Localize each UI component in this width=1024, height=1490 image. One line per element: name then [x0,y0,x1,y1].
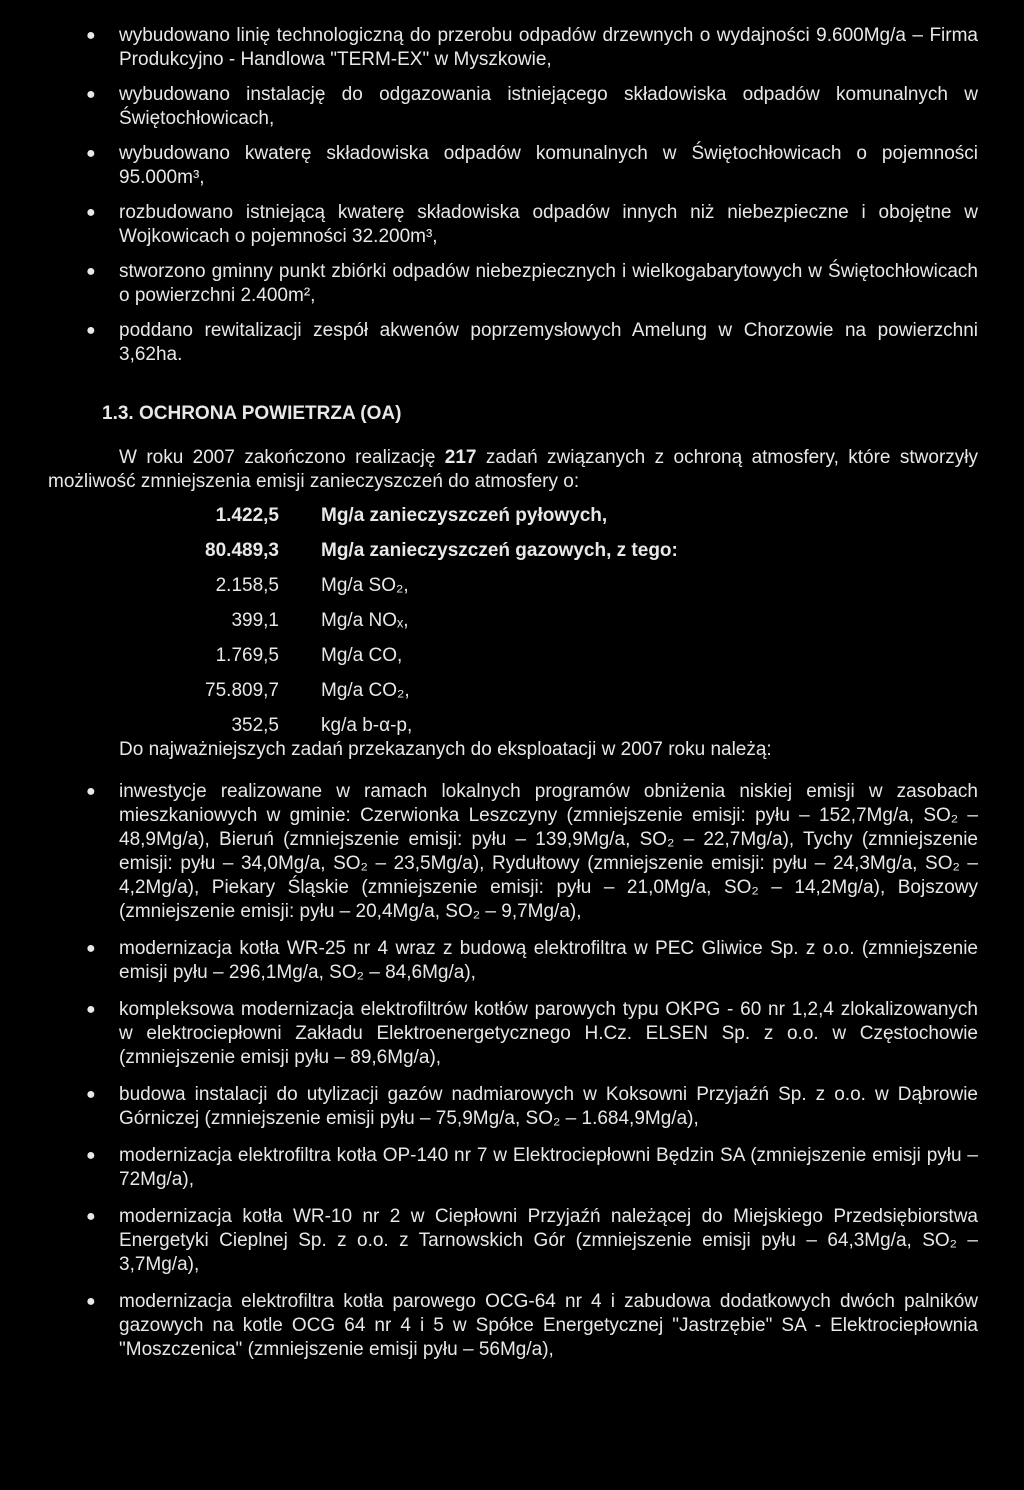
bullet-icon: ● [86,783,96,800]
list-item-text: stworzono gminny punkt zbiórki odpadów niebezpiecznych i wielkogabarytowych w Świętochłowicach o powierzchni 2.400m², [119,261,978,306]
bullet-icon: ● [86,1293,96,1310]
emission-row [0,504,1024,539]
bullet-icon: ● [86,145,96,162]
list-item [0,937,1024,985]
list-item-text: modernizacja elektrofiltra kotła OP-140 nr 7 w Elektrociepłowni Będzin SA (zmniejszenie emisji pyłu – 72Mg/a), [119,1145,978,1190]
list-item [0,142,1024,190]
emission-unit: Mg/a CO, [321,645,403,666]
emission-unit: Mg/a SO₂, [321,575,409,596]
list-item-text: wybudowano instalację do odgazowania istniejącego składowiska odpadów komunalnych w Świętochłowicach, [119,84,978,129]
list-item-text: kompleksowa modernizacja elektrofiltrów kotłów parowych typu OKPG - 60 nr 1,2,4 zlokalizowanych w elektrociepłowni Zakładu Elektroenergetycznego H.Cz. ELSEN Sp. z o.o. w Częstochowie (zmniejszenie emisji pyłu – 89,6Mg/a), [119,999,978,1068]
list-item [0,201,1024,249]
emissions-table [0,504,1024,749]
list-item [0,1290,1024,1362]
emission-row [0,644,1024,679]
bullet-icon: ● [86,86,96,103]
list-item-text: modernizacja elektrofiltra kotła parowego OCG-64 nr 4 i zabudowa dodatkowych dwóch palników gazowych na kotle OCG 64 nr 4 i 5 w Spółce Energetycznej "Jastrzębie" SA - Elektrociepłownia "Moszczenica" (zmniejszenie emisji pyłu – 56Mg/a), [119,1291,978,1360]
task-count: 217 [444,447,477,468]
emission-value: 399,1 [231,610,279,631]
tasks-intro: Do najważniejszych zadań przekazanych do eksploatacji w 2007 roku należą: [119,739,772,760]
bullet-icon: ● [86,1208,96,1225]
intro-paragraph [48,446,978,494]
bullet-icon: ● [86,322,96,339]
bullet-icon: ● [86,263,96,280]
emission-unit: kg/a b-α-p, [321,715,413,736]
list-item-text: poddano rewitalizacji zespół akwenów poprzemysłowych Amelung w Chorzowie na powierzchni 3,62ha. [119,320,978,365]
emission-unit: Mg/a zanieczyszczeń gazowych, z tego: [321,540,678,561]
list-item [0,1083,1024,1131]
emission-value: 1.422,5 [215,505,279,526]
list-item-text: wybudowano linię technologiczną do przerobu odpadów drzewnych o wydajności 9.600Mg/a – Firma Produkcyjno - Handlowa "TERM-EX" w Myszkowie, [119,25,978,70]
bullet-icon: ● [86,1086,96,1103]
emission-row [0,574,1024,609]
list-item [0,24,1024,72]
list-item-text: wybudowano kwaterę składowiska odpadów komunalnych w Świętochłowicach o pojemności 95.000m³, [119,143,978,188]
emission-value: 1.769,5 [215,645,279,666]
bullet-icon: ● [86,1001,96,1018]
list-item [0,83,1024,131]
list-item-text: inwestycje realizowane w ramach lokalnych programów obniżenia niskiej emisji w zasobach mieszkaniowych w gminie: Czerwionka Leszczyny (zmniejszenie emisji: pyłu – 152,7Mg/a, SO₂ – 48,9Mg/a), Bieruń (zmniejszenie emisji: pyłu – 139,9Mg/a, SO₂ – 22,7Mg/a), Tychy (zmniejszenie emisji: pyłu – 34,0Mg/a, SO₂ – 23,5Mg/a), Rydułtowy (zmniejszenie emisji: pyłu – 24,3Mg/a, SO₂ – 4,2Mg/a), Piekary Śląskie (zmniejszenie emisji: pyłu – 21,0Mg/a, SO₂ – 14,2Mg/a), Bojszowy (zmniejszenie emisji: pyłu – 20,4Mg/a, SO₂ – 9,7Mg/a), [119,781,978,922]
emission-unit: Mg/a NOₓ, [321,610,409,631]
list-item-text: modernizacja kotła WR-10 nr 2 w Ciepłowni Przyjaźń należącej do Miejskiego Przedsiębiorstwa Energetyki Cieplnej Sp. z o.o. z Tarnowskich Gór (zmniejszenie emisji pyłu – 64,3Mg/a, SO₂ – 3,7Mg/a), [119,1206,978,1275]
list-item-text: rozbudowano istniejącą kwaterę składowiska odpadów innych niż niebezpieczne i obojętne w Wojkowicach o pojemności 32.200m³, [119,202,978,247]
list-item [0,319,1024,367]
bullet-icon: ● [86,27,96,44]
list-item [0,998,1024,1070]
emission-value: 352,5 [231,715,279,736]
intro-text-start: W roku 2007 zakończono realizację [119,447,445,468]
emission-row [0,609,1024,644]
list-item [0,260,1024,308]
bullet-icon: ● [86,940,96,957]
bullet-icon: ● [86,1147,96,1164]
list-item [0,780,1024,924]
tasks-list [0,780,1024,1375]
emission-row [0,679,1024,714]
list-item-text: modernizacja kotła WR-25 nr 4 wraz z budową elektrofiltra w PEC Gliwice Sp. z o.o. (zmniejszenie emisji pyłu – 296,1Mg/a, SO₂ – 84,6Mg/a), [119,938,978,983]
waste-achievements-list [0,24,1024,378]
emission-row [0,539,1024,574]
emission-value: 2.158,5 [215,575,279,596]
section-heading: 1.3. OCHRONA POWIETRZA (OA) [102,403,402,424]
emission-value: 80.489,3 [205,540,279,561]
bullet-icon: ● [86,204,96,221]
emission-value: 75.809,7 [205,680,279,701]
emission-unit: Mg/a zanieczyszczeń pyłowych, [321,505,608,526]
intro-text-end: zadań związanych z ochroną atmosfery, które stworzyły możliwość zmniejszenia emisji zanieczyszczeń do atmosfery o: [48,447,978,492]
list-item-text: budowa instalacji do utylizacji gazów nadmiarowych w Koksowni Przyjaźń Sp. z o.o. w Dąbrowie Górniczej (zmniejszenie emisji pyłu – 75,9Mg/a, SO₂ – 1.684,9Mg/a), [119,1084,978,1129]
emission-unit: Mg/a CO₂, [321,680,410,701]
list-item [0,1205,1024,1277]
list-item [0,1144,1024,1192]
